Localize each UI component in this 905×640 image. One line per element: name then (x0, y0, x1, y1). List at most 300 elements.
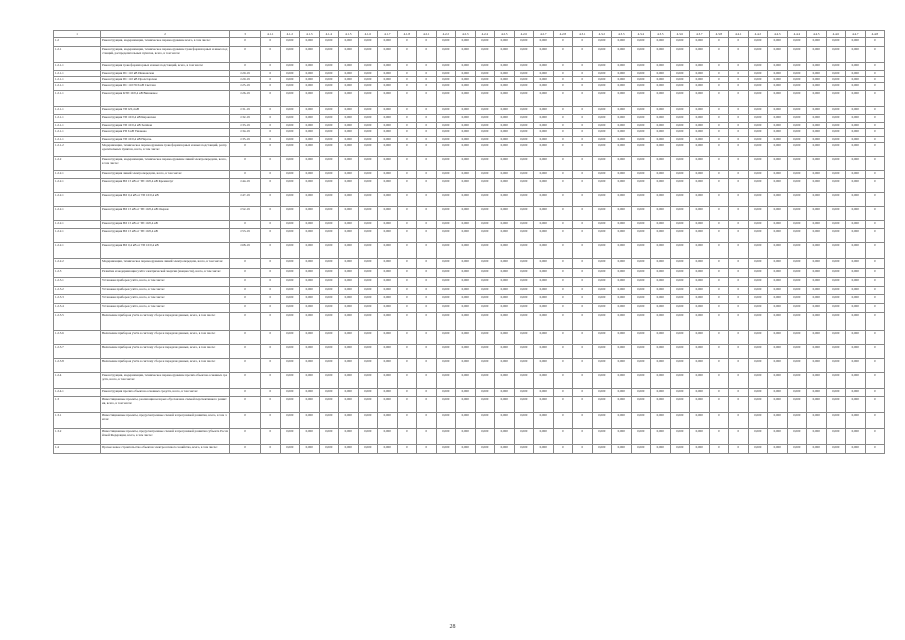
value-cell: 0,000 (631, 115, 651, 123)
row-identifier: 0 (230, 269, 261, 278)
value-cell: 0,000 (514, 63, 534, 71)
value-cell: 0,000 (748, 115, 768, 123)
value-cell: 0,000 (456, 123, 476, 129)
table-row (54, 397, 885, 413)
value-cell: 0,000 (319, 345, 339, 359)
value-cell: 0 (573, 304, 593, 313)
value-cell: 0 (417, 77, 437, 83)
value-cell: 0 (397, 304, 417, 313)
value-cell: 0 (553, 171, 573, 179)
value-cell: 0,000 (592, 157, 612, 171)
value-cell: 0 (261, 83, 281, 91)
value-cell: 0,000 (768, 221, 788, 229)
value-cell: 0,000 (807, 331, 827, 345)
value-cell: 0,000 (690, 38, 710, 47)
value-cell: 0,000 (690, 107, 710, 115)
value-cell: 0,000 (280, 243, 300, 259)
value-cell: 0 (729, 207, 749, 221)
value-cell: 0,000 (690, 129, 710, 137)
value-cell: 0 (397, 445, 417, 454)
row-description: Реконструкция, модернизация, техническое перевооружение трансформаторных и иных подстанций, распределительных пунктов, всего, в том числе: (101, 47, 230, 63)
value-cell: 0 (573, 259, 593, 269)
row-identifier: 0 (230, 359, 261, 373)
value-cell: 0,000 (339, 287, 359, 295)
row-identifier: 0 (230, 259, 261, 269)
value-cell: 0,000 (612, 331, 632, 345)
row-description: Реконструкция ПС 110 кВ Ивановская (101, 71, 230, 77)
row-description: Реконструкция, модернизация, техническое перевооружение всего, в том числе: (101, 38, 230, 47)
value-cell: 0 (553, 179, 573, 193)
value-cell: 0,000 (358, 107, 378, 115)
value-cell: 0,000 (631, 359, 651, 373)
value-cell: 0 (709, 129, 729, 137)
row-code: 1.2.1.1 (54, 63, 101, 71)
value-cell: 0 (417, 143, 437, 157)
value-cell: 0,000 (436, 278, 456, 287)
value-cell: 0,000 (612, 259, 632, 269)
value-cell: 0,000 (300, 38, 320, 47)
value-cell: 0,000 (807, 193, 827, 207)
value-cell: 0,000 (534, 129, 554, 137)
value-cell: 0,000 (612, 77, 632, 83)
value-cell: 0 (573, 123, 593, 129)
value-cell: 0,000 (748, 179, 768, 193)
value-cell: 0,000 (826, 107, 846, 115)
value-cell: 0,000 (807, 137, 827, 143)
value-cell: 0,000 (358, 445, 378, 454)
value-cell: 0,000 (787, 129, 807, 137)
value-cell: 0,000 (690, 115, 710, 123)
value-cell: 0 (709, 429, 729, 445)
column-header: 4.4.4 (787, 31, 807, 38)
value-cell: 0 (573, 278, 593, 287)
table-row (54, 193, 885, 207)
value-cell: 0 (729, 107, 749, 115)
value-cell: 0,000 (495, 278, 515, 287)
value-cell: 0 (709, 345, 729, 359)
value-cell: 0,000 (319, 207, 339, 221)
value-cell: 0,000 (807, 221, 827, 229)
value-cell: 0 (573, 77, 593, 83)
value-cell: 0 (573, 389, 593, 397)
value-cell: 0,000 (826, 445, 846, 454)
value-cell: 0,000 (690, 47, 710, 63)
value-cell: 0,000 (651, 179, 671, 193)
value-cell: 0,000 (534, 259, 554, 269)
value-cell: 0,000 (319, 269, 339, 278)
value-cell: 0 (865, 345, 885, 359)
value-cell: 0,000 (534, 373, 554, 389)
value-cell: 0,000 (631, 193, 651, 207)
value-cell: 0,000 (748, 389, 768, 397)
value-cell: 0,000 (631, 91, 651, 107)
value-cell: 0 (573, 171, 593, 179)
value-cell: 0,000 (378, 91, 398, 107)
value-cell: 0,000 (456, 304, 476, 313)
value-cell: 0,000 (280, 77, 300, 83)
value-cell: 0,000 (846, 129, 866, 137)
table-row (54, 115, 885, 123)
value-cell: 0,000 (690, 83, 710, 91)
value-cell: 0,000 (319, 413, 339, 429)
row-identifier: J.20-19 (230, 71, 261, 77)
value-cell: 0,000 (378, 243, 398, 259)
value-cell: 0,000 (300, 83, 320, 91)
value-cell: 0,000 (846, 313, 866, 331)
value-cell: 0 (397, 71, 417, 77)
value-cell: 0 (261, 278, 281, 287)
value-cell: 0,000 (612, 397, 632, 413)
value-cell: 0,000 (846, 304, 866, 313)
value-cell: 0,000 (300, 429, 320, 445)
value-cell: 0,000 (358, 287, 378, 295)
value-cell: 0,000 (846, 107, 866, 115)
value-cell: 0 (397, 295, 417, 304)
value-cell: 0,000 (475, 313, 495, 331)
value-cell: 0,000 (787, 389, 807, 397)
value-cell: 0,000 (514, 107, 534, 115)
value-cell: 0,000 (339, 345, 359, 359)
table-header-row (54, 31, 885, 38)
value-cell: 0,000 (436, 157, 456, 171)
row-identifier: J.34-19 (230, 129, 261, 137)
value-cell: 0 (261, 71, 281, 77)
value-cell: 0,000 (748, 287, 768, 295)
value-cell: 0,000 (456, 345, 476, 359)
value-cell: 0,000 (456, 179, 476, 193)
value-cell: 0 (709, 143, 729, 157)
value-cell: 0,000 (280, 71, 300, 77)
value-cell: 0,000 (319, 229, 339, 243)
value-cell: 0,000 (690, 243, 710, 259)
row-identifier: J.68-19 (230, 243, 261, 259)
value-cell: 0,000 (768, 137, 788, 143)
value-cell: 0,000 (534, 389, 554, 397)
value-cell: 0,000 (807, 229, 827, 243)
value-cell: 0 (397, 157, 417, 171)
row-identifier: 0 (230, 287, 261, 295)
value-cell: 0,000 (631, 389, 651, 397)
value-cell: 0,000 (495, 373, 515, 389)
table-body (54, 38, 885, 454)
value-cell: 0,000 (846, 445, 866, 454)
value-cell: 0,000 (690, 445, 710, 454)
value-cell: 0,000 (612, 359, 632, 373)
row-description: Реконструкция ВЛ 0,4 кВ от ТП 10/0,4 кВ (101, 193, 230, 207)
value-cell: 0,000 (807, 269, 827, 278)
value-cell: 0 (709, 304, 729, 313)
value-cell: 0,000 (846, 38, 866, 47)
value-cell: 0,000 (592, 429, 612, 445)
value-cell: 0 (709, 445, 729, 454)
value-cell: 0,000 (358, 229, 378, 243)
value-cell: 0,000 (280, 171, 300, 179)
value-cell: 0,000 (768, 287, 788, 295)
value-cell: 0,000 (846, 157, 866, 171)
value-cell: 0,000 (612, 47, 632, 63)
value-cell: 0,000 (514, 373, 534, 389)
value-cell: 0,000 (768, 123, 788, 129)
value-cell: 0 (709, 269, 729, 278)
value-cell: 0 (553, 91, 573, 107)
row-description: Реконструкция ТП 10/0,4 кВ Кировская (101, 115, 230, 123)
value-cell: 0,000 (826, 91, 846, 107)
value-cell: 0,000 (280, 157, 300, 171)
column-header: 4.4.7 (846, 31, 866, 38)
value-cell: 0,000 (436, 171, 456, 179)
value-cell: 0,000 (826, 269, 846, 278)
value-cell: 0,000 (807, 359, 827, 373)
value-cell: 0,000 (787, 83, 807, 91)
value-cell: 0 (865, 373, 885, 389)
value-cell: 0,000 (475, 115, 495, 123)
value-cell: 0,000 (748, 345, 768, 359)
value-cell: 0,000 (787, 295, 807, 304)
value-cell: 0,000 (670, 313, 690, 331)
value-cell: 0,000 (826, 221, 846, 229)
value-cell: 0,000 (300, 91, 320, 107)
row-code: 1.2.3.1 (54, 278, 101, 287)
row-description: Установка приборов учёта, всего, в том числе: (101, 287, 230, 295)
value-cell: 0 (417, 83, 437, 91)
row-code: 1.2.3.4 (54, 304, 101, 313)
value-cell: 0,000 (670, 359, 690, 373)
value-cell: 0,000 (670, 115, 690, 123)
value-cell: 0 (397, 83, 417, 91)
value-cell: 0 (397, 137, 417, 143)
value-cell: 0,000 (280, 207, 300, 221)
value-cell: 0 (553, 63, 573, 71)
value-cell: 0,000 (651, 63, 671, 71)
value-cell: 0,000 (846, 115, 866, 123)
value-cell: 0,000 (495, 83, 515, 91)
value-cell: 0,000 (807, 207, 827, 221)
value-cell: 0,000 (358, 123, 378, 129)
value-cell: 0 (709, 207, 729, 221)
value-cell: 0 (397, 91, 417, 107)
value-cell: 0 (865, 129, 885, 137)
value-cell: 0,000 (534, 91, 554, 107)
value-cell: 0,000 (787, 71, 807, 77)
value-cell: 0,000 (631, 83, 651, 91)
value-cell: 0,000 (514, 143, 534, 157)
value-cell: 0,000 (612, 445, 632, 454)
value-cell: 0,000 (592, 287, 612, 295)
column-header: 4.1.1 (261, 31, 281, 38)
value-cell: 0 (417, 359, 437, 373)
value-cell: 0 (865, 413, 885, 429)
value-cell: 0,000 (339, 429, 359, 445)
value-cell: 0,000 (807, 445, 827, 454)
value-cell: 0,000 (807, 83, 827, 91)
value-cell: 0 (729, 71, 749, 77)
value-cell: 0,000 (807, 345, 827, 359)
table-row (54, 157, 885, 171)
value-cell: 0,000 (280, 47, 300, 63)
value-cell: 0,000 (846, 269, 866, 278)
value-cell: 0,000 (456, 269, 476, 278)
value-cell: 0,000 (846, 413, 866, 429)
value-cell: 0 (865, 243, 885, 259)
value-cell: 0,000 (378, 38, 398, 47)
value-cell: 0,000 (339, 143, 359, 157)
row-code: 1.2.4 (54, 373, 101, 389)
value-cell: 0,000 (826, 313, 846, 331)
value-cell: 0,000 (456, 115, 476, 123)
table-row (54, 331, 885, 345)
value-cell: 0,000 (456, 331, 476, 345)
value-cell: 0,000 (612, 345, 632, 359)
value-cell: 0,000 (378, 115, 398, 123)
row-code: 1.2.2.1 (54, 221, 101, 229)
value-cell: 0 (553, 207, 573, 221)
value-cell: 0,000 (612, 373, 632, 389)
value-cell: 0,000 (319, 445, 339, 454)
value-cell: 0,000 (280, 429, 300, 445)
value-cell: 0,000 (456, 137, 476, 143)
value-cell: 0,000 (592, 373, 612, 389)
value-cell: 0,000 (826, 287, 846, 295)
row-code: 1.2.1.1 (54, 123, 101, 129)
column-header: 4.2.6 (514, 31, 534, 38)
value-cell: 0,000 (378, 123, 398, 129)
value-cell: 0,000 (339, 413, 359, 429)
value-cell: 0,000 (280, 345, 300, 359)
value-cell: 0 (573, 129, 593, 137)
value-cell: 0,000 (514, 259, 534, 269)
value-cell: 0,000 (495, 221, 515, 229)
value-cell: 0,000 (826, 229, 846, 243)
value-cell: 0 (729, 47, 749, 63)
value-cell: 0,000 (358, 193, 378, 207)
value-cell: 0,000 (846, 229, 866, 243)
value-cell: 0,000 (670, 38, 690, 47)
value-cell: 0 (553, 269, 573, 278)
value-cell: 0 (709, 243, 729, 259)
value-cell: 0,000 (690, 179, 710, 193)
value-cell: 0,000 (300, 287, 320, 295)
value-cell: 0,000 (631, 123, 651, 129)
value-cell: 0,000 (690, 193, 710, 207)
value-cell: 0,000 (514, 77, 534, 83)
value-cell: 0,000 (456, 229, 476, 243)
value-cell: 0,000 (456, 129, 476, 137)
value-cell: 0,000 (456, 38, 476, 47)
value-cell: 0,000 (495, 429, 515, 445)
value-cell: 0,000 (670, 143, 690, 157)
column-header: 4.3.6 (670, 31, 690, 38)
value-cell: 0,000 (787, 179, 807, 193)
value-cell: 0,000 (280, 123, 300, 129)
value-cell: 0,000 (787, 278, 807, 287)
value-cell: 0,000 (690, 313, 710, 331)
value-cell: 0 (729, 143, 749, 157)
value-cell: 0,000 (378, 83, 398, 91)
value-cell: 0 (709, 179, 729, 193)
value-cell: 0,000 (358, 129, 378, 137)
value-cell: 0,000 (534, 143, 554, 157)
value-cell: 0,000 (690, 429, 710, 445)
value-cell: 0,000 (495, 38, 515, 47)
value-cell: 0,000 (534, 313, 554, 331)
value-cell: 0,000 (748, 304, 768, 313)
value-cell: 0 (573, 63, 593, 71)
value-cell: 0,000 (651, 38, 671, 47)
value-cell: 0,000 (378, 269, 398, 278)
value-cell: 0 (573, 243, 593, 259)
value-cell: 0 (417, 107, 437, 115)
value-cell: 0,000 (612, 304, 632, 313)
value-cell: 0,000 (280, 287, 300, 295)
value-cell: 0,000 (300, 107, 320, 115)
value-cell: 0,000 (846, 63, 866, 71)
row-code: 1.2.3.6 (54, 331, 101, 345)
value-cell: 0,000 (358, 413, 378, 429)
row-identifier: J.31-19 (230, 107, 261, 115)
value-cell: 0 (417, 413, 437, 429)
value-cell: 0,000 (378, 207, 398, 221)
value-cell: 0,000 (612, 313, 632, 331)
value-cell: 0 (261, 373, 281, 389)
value-cell: 0,000 (280, 304, 300, 313)
value-cell: 0,000 (651, 157, 671, 171)
value-cell: 0,000 (826, 429, 846, 445)
value-cell: 0,000 (378, 429, 398, 445)
value-cell: 0 (865, 38, 885, 47)
row-description: Реконструкция ВЛ 15 кВ от ТП 10/0,4 кВ (101, 221, 230, 229)
value-cell: 0,000 (514, 287, 534, 295)
value-cell: 0,000 (690, 269, 710, 278)
value-cell: 0,000 (300, 397, 320, 413)
value-cell: 0,000 (378, 304, 398, 313)
value-cell: 0 (709, 107, 729, 115)
value-cell: 0,000 (651, 77, 671, 83)
value-cell: 0,000 (592, 345, 612, 359)
value-cell: 0,000 (631, 287, 651, 295)
value-cell: 0,000 (592, 304, 612, 313)
value-cell: 0,000 (612, 229, 632, 243)
value-cell: 0,000 (690, 123, 710, 129)
value-cell: 0,000 (826, 63, 846, 71)
value-cell: 0 (417, 193, 437, 207)
value-cell: 0 (417, 179, 437, 193)
value-cell: 0,000 (436, 71, 456, 77)
value-cell: 0,000 (358, 259, 378, 269)
page-number: 28 (449, 624, 456, 630)
value-cell: 0,000 (807, 287, 827, 295)
value-cell: 0,000 (748, 171, 768, 179)
value-cell: 0,000 (787, 63, 807, 71)
value-cell: 0,000 (475, 77, 495, 83)
value-cell: 0,000 (475, 207, 495, 221)
value-cell: 0 (729, 413, 749, 429)
value-cell: 0 (865, 193, 885, 207)
value-cell: 0,000 (846, 47, 866, 63)
value-cell: 0 (553, 429, 573, 445)
value-cell: 0,000 (436, 304, 456, 313)
value-cell: 0 (417, 429, 437, 445)
value-cell: 0,000 (690, 304, 710, 313)
value-cell: 0,000 (514, 91, 534, 107)
value-cell: 0,000 (495, 143, 515, 157)
value-cell: 0,000 (514, 413, 534, 429)
table-row (54, 83, 885, 91)
value-cell: 0 (397, 229, 417, 243)
value-cell: 0,000 (768, 359, 788, 373)
value-cell: 0 (397, 259, 417, 269)
value-cell: 0,000 (358, 429, 378, 445)
value-cell: 0 (865, 107, 885, 115)
